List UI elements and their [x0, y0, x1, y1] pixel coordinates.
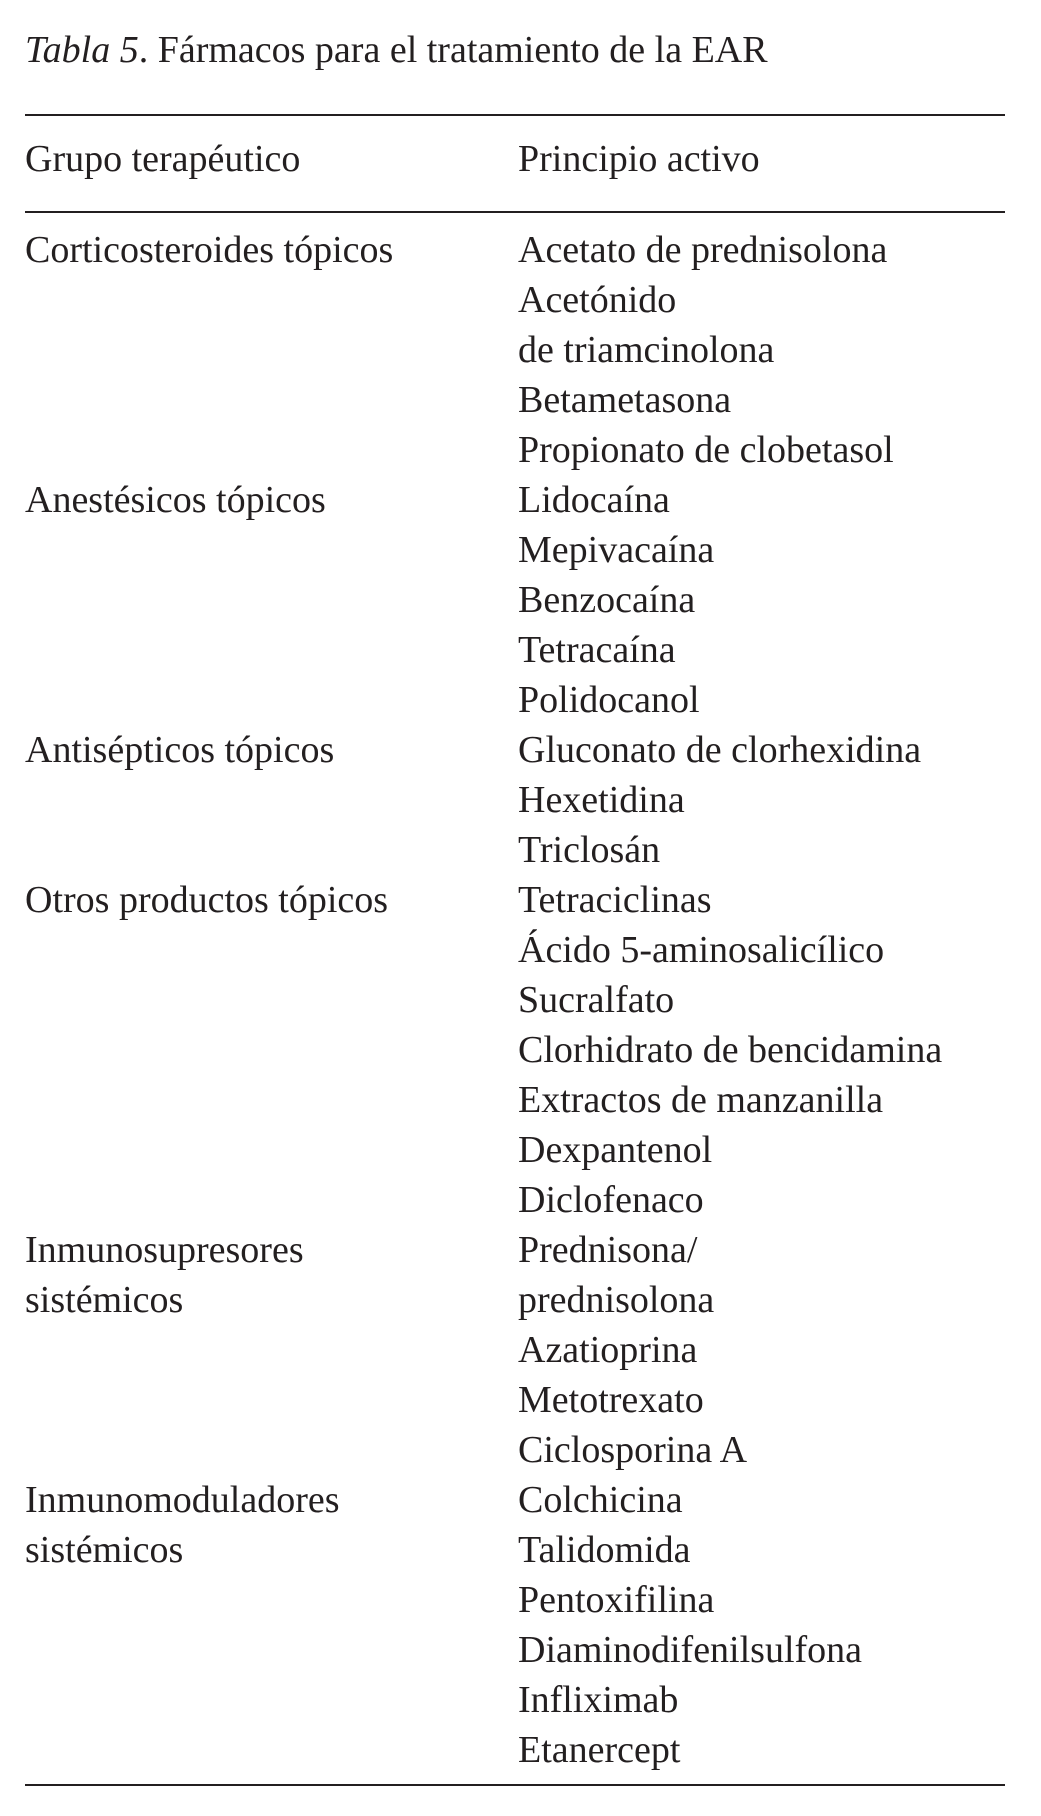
table-row — [25, 1225, 1005, 1475]
therapeutic-group-name: Antisépticos tópicos — [25, 729, 335, 771]
therapeutic-group-cell — [25, 1225, 518, 1325]
active-ingredient: Tetracaína — [518, 629, 676, 671]
table-row — [25, 1475, 1005, 1775]
active-ingredient: Diaminodifenilsulfona — [518, 1629, 863, 1671]
active-ingredient: Mepivacaína — [518, 529, 715, 571]
active-ingredient: Triclosán — [518, 829, 661, 871]
active-ingredient: Propionato de clobetasol — [518, 429, 894, 471]
therapeutic-group-name: Inmunomoduladores — [25, 1479, 340, 1521]
therapeutic-group-cell — [25, 725, 518, 775]
active-ingredient: Metotrexato — [518, 1379, 704, 1421]
header-therapeutic-group: Grupo terapéutico — [25, 138, 301, 180]
table-row — [25, 225, 1005, 475]
therapeutic-group-cell — [25, 1475, 518, 1575]
table-row — [25, 875, 1005, 1225]
active-ingredient: Acetato de prednisolona — [518, 229, 888, 271]
active-ingredient: Dexpantenol — [518, 1129, 713, 1171]
active-ingredient: de triamcinolona — [518, 329, 775, 371]
therapeutic-group-name: Corticosteroides tópicos — [25, 229, 394, 271]
bottom-rule — [25, 1784, 1005, 1786]
therapeutic-group-cell — [25, 875, 518, 925]
therapeutic-group-name: Anestésicos tópicos — [25, 479, 326, 521]
active-ingredient: Sucralfato — [518, 979, 675, 1021]
active-ingredient: Extractos de manzanilla — [518, 1079, 884, 1121]
top-rule — [25, 114, 1005, 116]
therapeutic-group-name: Inmunosupresores — [25, 1229, 304, 1271]
therapeutic-group-cell — [25, 225, 518, 275]
active-ingredient: Lidocaína — [518, 479, 670, 521]
active-ingredient-cell — [518, 875, 1005, 1225]
table-row — [25, 475, 1005, 725]
table-body — [25, 225, 1005, 1775]
active-ingredient: prednisolona — [518, 1279, 715, 1321]
therapeutic-group-name: sistémicos — [25, 1529, 184, 1571]
active-ingredient: Ácido 5-aminosalicílico — [518, 929, 885, 971]
active-ingredient-cell — [518, 1475, 1005, 1775]
active-ingredient: Talidomida — [518, 1529, 691, 1571]
table-row — [25, 725, 1005, 875]
active-ingredient-cell — [518, 475, 1005, 725]
active-ingredient: Betametasona — [518, 379, 732, 421]
table-caption — [25, 18, 768, 82]
therapeutic-group-name: Otros productos tópicos — [25, 879, 389, 921]
active-ingredient: Gluconato de clorhexidina — [518, 729, 922, 771]
active-ingredient: Clorhidrato de bencidamina — [518, 1029, 943, 1071]
active-ingredient-cell — [518, 725, 1005, 875]
active-ingredient: Infliximab — [518, 1679, 679, 1721]
table-header-row — [25, 134, 1005, 184]
active-ingredient: Etanercept — [518, 1729, 681, 1771]
table-caption-label: Tabla 5 — [25, 29, 139, 71]
active-ingredient: Pentoxifilina — [518, 1579, 715, 1621]
header-rule — [25, 211, 1005, 213]
active-ingredient: Diclofenaco — [518, 1179, 704, 1221]
active-ingredient-cell — [518, 1225, 1005, 1475]
active-ingredient: Acetónido — [518, 279, 677, 321]
therapeutic-group-name: sistémicos — [25, 1279, 184, 1321]
active-ingredient: Benzocaína — [518, 579, 696, 621]
active-ingredient: Colchicina — [518, 1479, 683, 1521]
active-ingredient: Tetraciclinas — [518, 879, 712, 921]
header-active-ingredient: Principio activo — [518, 138, 760, 180]
active-ingredient: Ciclosporina A — [518, 1429, 748, 1471]
active-ingredient-cell — [518, 225, 1005, 475]
table-caption-text: . Fármacos para el tratamiento de la EAR — [138, 29, 768, 71]
active-ingredient: Prednisona/ — [518, 1229, 698, 1271]
therapeutic-group-cell — [25, 475, 518, 525]
active-ingredient: Hexetidina — [518, 779, 685, 821]
active-ingredient: Azatioprina — [518, 1329, 698, 1371]
active-ingredient: Polidocanol — [518, 679, 700, 721]
